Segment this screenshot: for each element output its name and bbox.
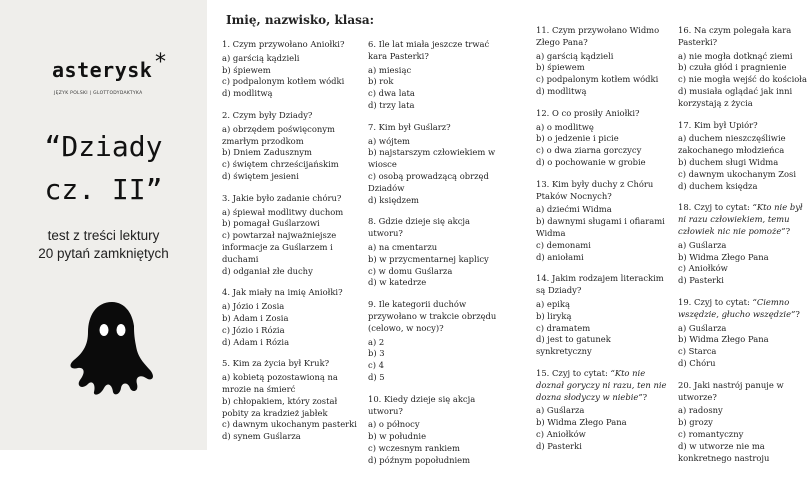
- answer-option: c) w domu Guślarza: [368, 265, 453, 276]
- answer-option: d) późnym popołudniem: [368, 454, 471, 465]
- question-mark: ?: [642, 391, 648, 402]
- answer-option: a) wójtem: [368, 135, 410, 146]
- answer-option: b) Widma Złego Pana: [536, 417, 627, 428]
- brand-star: *: [155, 50, 166, 75]
- answer-option: d) w katedrze: [368, 277, 427, 288]
- question-number: 3.: [222, 192, 230, 203]
- answer-option: c) świętem chrześcijańskim: [222, 159, 339, 170]
- answer-option: c) Aniołków: [678, 263, 728, 274]
- answer-option: b) w przycmentarnej kaplicy: [368, 253, 489, 264]
- answer-option: d) 5: [368, 371, 385, 382]
- answer-option: d) Pasterki: [678, 275, 724, 286]
- question-number: 5.: [222, 358, 230, 369]
- question-label: Gdzie dzieje się akcja utworu?: [368, 216, 470, 239]
- question-4: [222, 287, 360, 348]
- cover-title-line2: cz. II”: [44, 173, 163, 206]
- question-8: [368, 216, 506, 289]
- question-text: [222, 39, 360, 51]
- answer-option: a) garścią kądzieli: [222, 52, 300, 63]
- question-2: [222, 110, 360, 183]
- question-16: [678, 25, 810, 110]
- answer-option: c) dramatem: [536, 322, 591, 333]
- brand-tagline: JĘZYK POLSKI | GLOTTODYDAKTYKA: [54, 91, 143, 96]
- question-11: [536, 25, 668, 98]
- question-quote: “Kto nie był ni razu człowiekiem, temu człowiek nic nie pomoże”: [678, 202, 803, 236]
- answer-option: a) śpiewał modlitwy duchom: [222, 206, 344, 217]
- questions-column-1: [222, 39, 360, 453]
- question-text: [368, 216, 506, 240]
- answer-option: a) Guślarza: [678, 322, 727, 333]
- question-text: [678, 202, 810, 237]
- question-label: Jakim rodzajem literackim są Dziady?: [536, 273, 664, 296]
- question-18: [678, 202, 810, 287]
- answer-option: d) o pochowanie w grobie: [536, 156, 646, 167]
- answer-option: b) chłopakiem, który został pobity za kradzież jabłek: [222, 395, 338, 418]
- answer-option: d) modlitwą: [222, 88, 273, 99]
- question-text: [536, 179, 668, 203]
- question-label: Kim był Guślarz?: [378, 121, 451, 132]
- question-label: Jak miały na imię Aniołki?: [232, 287, 343, 298]
- question-label: Czym przywołano Widmo Złego Pana?: [536, 25, 660, 47]
- cover-panel: [0, 0, 207, 450]
- questions-column-3: [536, 25, 668, 463]
- answer-option: a) o północy: [368, 419, 420, 430]
- question-number: 13.: [536, 178, 550, 189]
- answer-option: d) aniołami: [536, 251, 584, 262]
- answer-option: a) nie mogła dotknąć ziemi: [678, 50, 793, 61]
- answer-option: d) odganiał złe duchy: [222, 265, 313, 276]
- answer-option: c) podpalonym kotłem wódki: [536, 74, 659, 85]
- answer-option: d) świętem jesieni: [222, 170, 299, 181]
- question-label: Czym przywołano Aniołki?: [232, 39, 345, 49]
- answer-option: a) miesiąc: [368, 64, 412, 75]
- question-label: Czym były Dziady?: [232, 109, 313, 120]
- question-label: Czyj to cytat:: [694, 202, 750, 213]
- question-text: [368, 122, 506, 134]
- answer-option: a) radosny: [678, 405, 723, 416]
- question-label: Ile kategorii duchów przywołano w trakcie obrzędu (celowo, w nocy)?: [368, 299, 497, 333]
- brand-logo: asterysk: [52, 58, 153, 82]
- question-text: [222, 358, 360, 370]
- question-text: [368, 394, 506, 418]
- answer-option: b) Widma Złego Pana: [678, 334, 769, 345]
- answer-option: d) Adam i Rózia: [222, 336, 290, 347]
- question-6: [368, 39, 506, 112]
- answer-option: a) Guślarza: [536, 405, 585, 416]
- question-number: 18.: [678, 202, 692, 213]
- answer-option: b) duchem sługi Widma: [678, 156, 779, 167]
- answer-option: c) podpalonym kotłem wódki: [222, 76, 345, 87]
- question-text: [368, 39, 506, 63]
- question-number: 4.: [222, 287, 230, 298]
- question-3: [222, 193, 360, 278]
- question-quote: “Kto nie doznał goryczy ni razu, ten nie dozna słodyczy w niebie”: [536, 367, 667, 402]
- answer-option: b) w południe: [368, 431, 427, 442]
- question-14: [536, 273, 668, 358]
- question-text: [678, 25, 810, 49]
- question-text: [368, 299, 506, 334]
- question-number: 12.: [536, 107, 550, 118]
- answer-option: b) dawnymi sługami i ofiarami Widma: [536, 216, 665, 238]
- answer-option: a) o modlitwę: [536, 121, 594, 132]
- answer-option: c) Starca: [678, 346, 717, 357]
- question-label: Czyj to cytat:: [552, 367, 608, 378]
- answer-option: b) rok: [368, 76, 394, 87]
- question-label: Kiedy dzieje się akcja utworu?: [368, 393, 476, 416]
- question-label: Jaki nastrój panuje w utworze?: [678, 379, 784, 402]
- answer-option: b) grozy: [678, 417, 713, 428]
- answer-option: b) najstarszym człowiekiem w wiosce: [368, 147, 496, 170]
- answer-option: d) Chóru: [678, 357, 716, 368]
- answer-option: d) w utworze nie ma konkretnego nastroju: [678, 440, 770, 463]
- question-text: [678, 120, 810, 132]
- answer-option: c) romantyczny: [678, 428, 744, 439]
- question-mark: ?: [795, 308, 800, 319]
- question-12: [536, 108, 668, 169]
- answer-option: c) 4: [368, 360, 384, 371]
- answer-option: d) modlitwą: [536, 85, 587, 96]
- question-label: Ile lat miała jeszcze trwać kara Pasterki?: [368, 39, 490, 61]
- answer-option: b) liryką: [536, 310, 572, 321]
- questions-column-4: [678, 25, 810, 474]
- question-number: 6.: [368, 39, 376, 49]
- question-number: 19.: [678, 296, 692, 307]
- question-text: [222, 193, 360, 205]
- answer-option: a) Józio i Zosia: [222, 301, 285, 312]
- question-9: [368, 299, 506, 384]
- answer-option: c) osobą prowadzącą obrzęd Dziadów: [368, 170, 489, 193]
- ghost-icon: [66, 300, 158, 396]
- question-13: [536, 179, 668, 264]
- cover-subtitle-line2: 20 pytań zamkniętych: [38, 246, 169, 261]
- question-label: Kim były duchy z Chóru Ptaków Nocnych?: [536, 178, 654, 201]
- answer-option: d) trzy lata: [368, 99, 415, 110]
- question-mark: ?: [785, 225, 791, 236]
- question-number: 9.: [368, 299, 376, 310]
- answer-option: c) wczesnym rankiem: [368, 442, 460, 453]
- answer-option: b) pomagał Guślarzowi: [222, 218, 320, 229]
- question-label: Jakie było zadanie chóru?: [232, 192, 342, 203]
- cover-subtitle-line1: test z treści lektury: [47, 228, 160, 243]
- question-number: 15.: [536, 367, 550, 378]
- question-number: 7.: [368, 121, 376, 132]
- answer-option: c) nie mogła wejść do kościoła: [678, 74, 807, 85]
- question-text: [678, 380, 810, 404]
- answer-option: a) obrzędem poświęconym zmarłym przodkom: [222, 123, 335, 146]
- question-number: 20.: [678, 379, 692, 390]
- answer-option: a) garścią kądzieli: [536, 50, 614, 61]
- answer-option: b) Dniem Zadusznym: [222, 147, 312, 158]
- answer-option: d) duchem księdza: [678, 180, 758, 191]
- answer-option: b) czuła głód i pragnienie: [678, 62, 787, 73]
- cover-title-line1: “Dziady: [44, 130, 163, 163]
- question-20: [678, 380, 810, 465]
- answer-option: a) Guślarza: [678, 239, 727, 250]
- answer-option: d) synem Guślarza: [222, 431, 301, 442]
- question-number: 17.: [678, 119, 692, 130]
- question-number: 2.: [222, 109, 230, 120]
- answer-option: b) Widma Złego Pana: [678, 251, 769, 262]
- question-number: 1.: [222, 39, 230, 49]
- name-class-field-label: Imię, nazwisko, klasa:: [226, 13, 375, 27]
- answer-option: d) Pasterki: [536, 440, 582, 451]
- answer-option: b) o jedzenie i picie: [536, 133, 619, 144]
- question-17: [678, 120, 810, 193]
- answer-option: d) księdzem: [368, 194, 419, 205]
- question-1: [222, 39, 360, 100]
- answer-option: c) dawnym ukochanym Zosi: [678, 168, 797, 179]
- question-number: 14.: [536, 273, 550, 284]
- answer-option: c) Aniołków: [536, 428, 586, 439]
- answer-option: d) jest to gatunek synkretyczny: [536, 334, 611, 357]
- answer-option: d) musiała oglądać jak inni korzystają z życia: [678, 85, 793, 108]
- question-text: [678, 297, 810, 321]
- answer-option: c) demonami: [536, 239, 591, 250]
- answer-option: c) dawnym ukochanym pasterki: [222, 419, 357, 430]
- question-text: [536, 108, 668, 120]
- question-10: [368, 394, 506, 467]
- answer-option: c) Józio i Rózia: [222, 324, 285, 335]
- answer-option: a) kobietą pozostawioną na mrozie na śmierć: [222, 372, 338, 394]
- answer-option: c) o dwa ziarna gorczycy: [536, 145, 642, 156]
- questions-column-2: [368, 39, 506, 477]
- question-number: 16.: [678, 25, 692, 35]
- answer-option: b) śpiewem: [222, 64, 271, 75]
- answer-option: a) 2: [368, 336, 385, 347]
- answer-option: c) powtarzał najważniejsze informacje za Guślarzem i duchami: [222, 230, 337, 264]
- question-text: [222, 110, 360, 122]
- question-text: [222, 287, 360, 299]
- answer-option: a) epiką: [536, 298, 570, 309]
- question-5: [222, 358, 360, 443]
- question-label: Kim za życia był Kruk?: [232, 358, 330, 369]
- question-quote: “Ciemno wszędzie, głucho wszędzie”: [678, 296, 796, 319]
- question-number: 8.: [368, 216, 376, 227]
- question-label: Czyj to cytat:: [694, 296, 750, 307]
- question-15: [536, 368, 668, 453]
- question-text: [536, 273, 668, 297]
- question-label: Na czym polegała kara Pasterki?: [678, 25, 792, 47]
- question-label: O co prosiły Aniołki?: [552, 107, 640, 118]
- answer-option: a) na cmentarzu: [368, 241, 438, 252]
- answer-option: c) dwa lata: [368, 88, 415, 99]
- answer-option: b) 3: [368, 348, 385, 359]
- question-label: Kim był Upiór?: [694, 119, 758, 130]
- question-number: 10.: [368, 393, 382, 404]
- question-7: [368, 122, 506, 207]
- answer-option: a) duchem nieszczęśliwie zakochanego młodzieńca: [678, 133, 786, 156]
- answer-option: a) dziećmi Widma: [536, 204, 612, 215]
- question-text: [536, 368, 668, 403]
- question-number: 11.: [536, 25, 550, 35]
- question-text: [536, 25, 668, 49]
- answer-option: b) śpiewem: [536, 62, 585, 73]
- answer-option: b) Adam i Zosia: [222, 312, 289, 323]
- question-19: [678, 297, 810, 370]
